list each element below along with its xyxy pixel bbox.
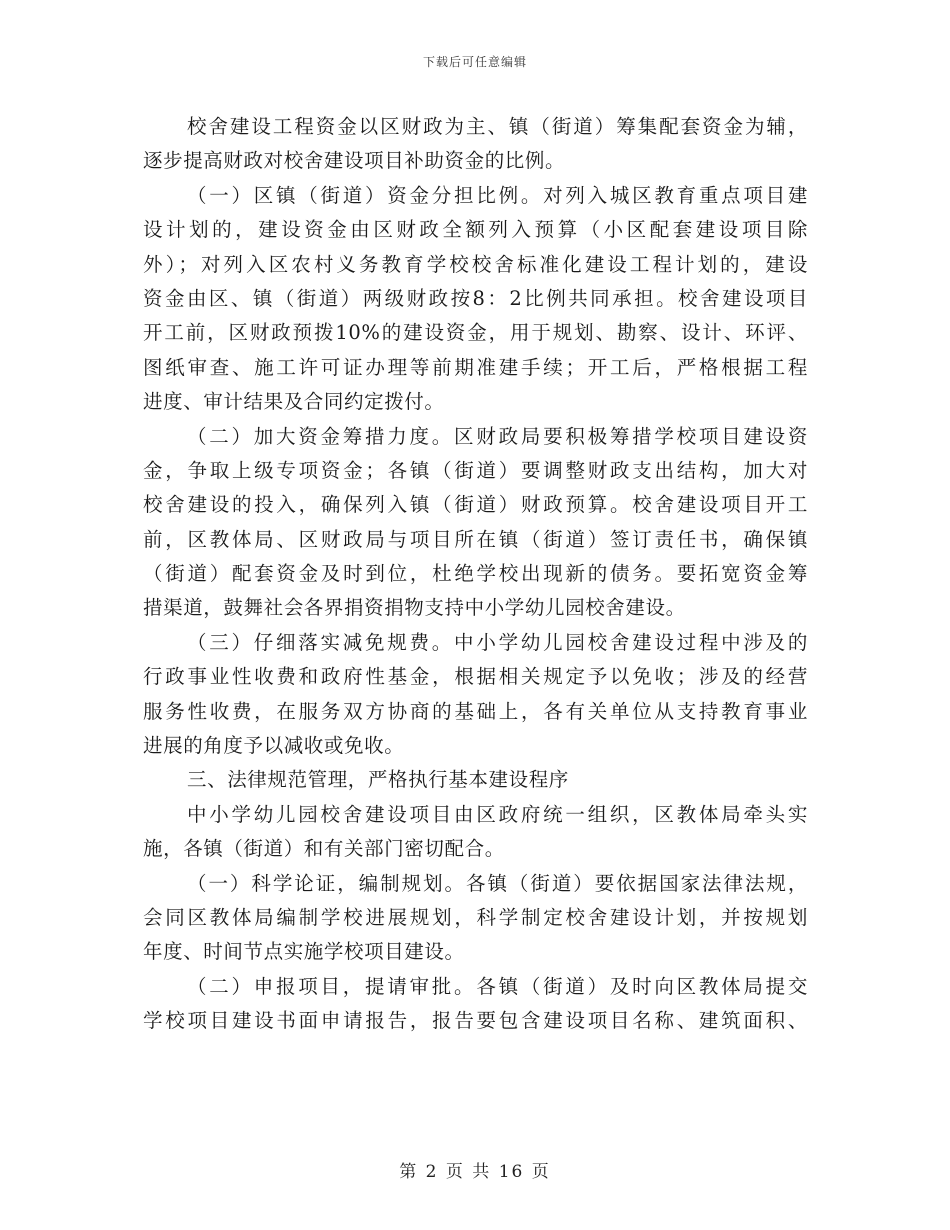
text-line: 年度、时间节点实施学校项目建设。: [143, 940, 465, 964]
text-line: 逐步提高财政对校舍建设项目补助资金的比例。: [143, 149, 566, 173]
page-number-footer: 第 2 页 共 16 页: [399, 1162, 551, 1182]
text-line: 三、法律规范管理，严格执行基本建设程序: [187, 768, 569, 792]
text-line: 金，争取上级专项资金；各镇（街道）要调整财政支出结构，加大对: [143, 458, 808, 482]
text-line: 资金由区、镇（街道）两级财政按8：2比例共同承担。校舍建设项目: [143, 286, 808, 310]
text-line: 校舍建设工程资金以区财政为主、镇（街道）筹集配套资金为辅，: [187, 115, 808, 138]
text-line: 开工前，区财政预拨10%的建设资金，用于规划、勘察、设计、环评、: [143, 321, 808, 345]
text-line: 外）；对列入区农村义务教育学校校舍标准化建设工程计划的，建设: [143, 252, 808, 276]
text-line: 图纸审查、施工许可证办理等前期准建手续；开工后，严格根据工程: [143, 355, 808, 379]
text-line: 设计划的，建设资金由区财政全额列入预算（小区配套建设项目除: [143, 218, 808, 242]
text-line: 措渠道，鼓舞社会各界捐资捐物支持中小学幼儿园校舍建设。: [143, 596, 686, 620]
text-line: 进展的角度予以减收或免收。: [143, 734, 405, 758]
text-line: （三）仔细落实减免规费。中小学幼儿园校舍建设过程中涉及的: [187, 630, 808, 654]
text-line: 行政事业性收费和政府性基金，根据相关规定予以免收；涉及的经营: [143, 665, 808, 689]
text-line: 中小学幼儿园校舍建设项目由区政府统一组织，区教体局牵头实: [187, 802, 808, 826]
text-line: 施，各镇（街道）和有关部门密切配合。: [143, 837, 505, 861]
text-line: （一）区镇（街道）资金分担比例。对列入城区教育重点项目建: [187, 183, 808, 207]
text-line: （街道）配套资金及时到位，杜绝学校出现新的债务。要拓宽资金筹: [143, 562, 808, 586]
text-line: （二）申报项目，提请审批。各镇（街道）及时向区教体局提交: [187, 974, 808, 998]
text-line: （一）科学论证，编制规划。各镇（街道）要依据国家法律法规，: [187, 871, 808, 895]
text-line: 前，区教体局、区财政局与项目所在镇（街道）签订责任书，确保镇: [143, 527, 808, 551]
text-line: 校舍建设的投入，确保列入镇（街道）财政预算。校舍建设项目开工: [143, 493, 808, 517]
text-line: （二）加大资金筹措力度。区财政局要积极筹措学校项目建设资: [187, 424, 808, 448]
text-line: 进度、审计结果及合同约定拨付。: [143, 390, 445, 414]
text-line: 会同区教体局编制学校进展规划，科学制定校舍建设计划，并按规划: [143, 905, 808, 929]
page-header: 下载后可任意编辑: [422, 55, 527, 69]
document-body: [143, 110, 808, 1039]
text-line: 学校项目建设书面申请报告，报告要包含建设项目名称、建筑面积、: [143, 1009, 808, 1033]
text-line: 服务性收费，在服务双方协商的基础上，各有关单位从支持教育事业: [143, 699, 808, 723]
